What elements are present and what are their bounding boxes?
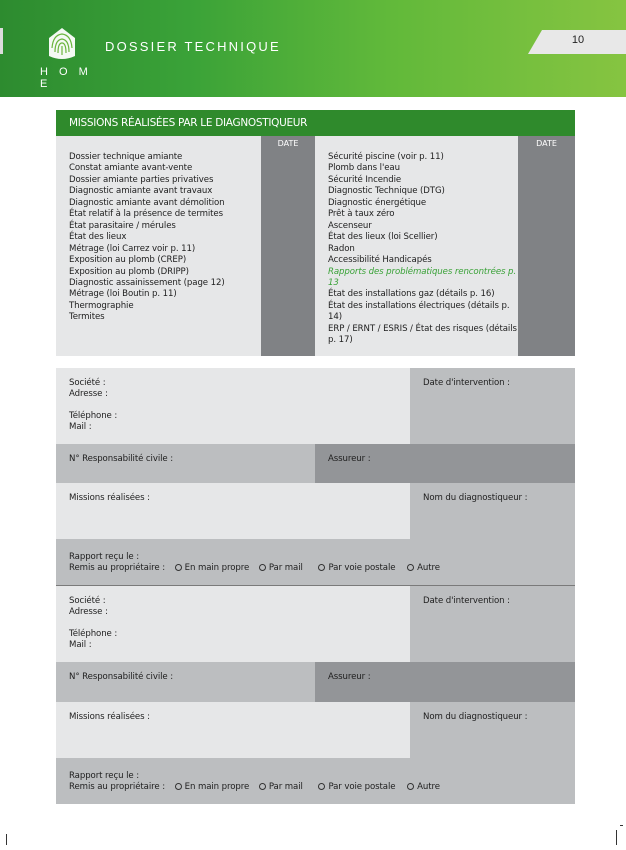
radio-circle-icon[interactable] bbox=[259, 564, 266, 571]
nom-diagnostiqueur-label: Nom du diagnostiqueur : bbox=[423, 493, 528, 503]
diagnostician-form-2 bbox=[56, 586, 575, 804]
date-intervention-label: Date d'intervention : bbox=[423, 378, 510, 388]
fingerprint-house-icon bbox=[47, 26, 77, 62]
mission-item: Sécurité piscine (voir p. 11) bbox=[328, 152, 444, 162]
responsabilite-cell[interactable] bbox=[56, 662, 315, 702]
radio-circle-icon[interactable] bbox=[318, 783, 325, 790]
mission-item: Diagnostic amiante avant démolition bbox=[69, 197, 225, 208]
radio-circle-icon[interactable] bbox=[318, 564, 325, 571]
date-intervention-label: Date d'intervention : bbox=[423, 596, 510, 606]
mission-item: Dossier technique amiante bbox=[69, 152, 183, 162]
mission-item: Constat amiante avant-vente bbox=[69, 163, 193, 174]
date-column-left bbox=[261, 136, 315, 356]
option-autre[interactable]: Autre bbox=[407, 563, 440, 574]
societe-label: Société : bbox=[69, 596, 106, 606]
mission-item: État des lieux bbox=[69, 232, 127, 243]
mission-item: État relatif à la présence de termites bbox=[69, 209, 223, 220]
mission-item: Radon bbox=[328, 243, 355, 254]
nom-diagnostiqueur-cell[interactable] bbox=[410, 483, 575, 539]
rapport-cell bbox=[56, 539, 575, 585]
option-autre[interactable]: Autre bbox=[407, 782, 440, 793]
option-voie-postale[interactable]: Par voie postale bbox=[318, 782, 395, 793]
mission-item: Sécurité Incendie bbox=[328, 174, 402, 185]
mail-label: Mail : bbox=[69, 422, 92, 432]
page-number: 10 bbox=[571, 34, 585, 46]
radio-circle-icon[interactable] bbox=[407, 564, 414, 571]
radio-circle-icon[interactable] bbox=[175, 564, 182, 571]
responsabilite-cell[interactable] bbox=[56, 444, 315, 483]
page-title: DOSSIER TECHNIQUE bbox=[105, 39, 281, 54]
missions-panel bbox=[56, 136, 575, 356]
company-info-cell[interactable] bbox=[56, 586, 410, 662]
mission-item: Thermographie bbox=[69, 300, 134, 311]
date-column-right bbox=[518, 136, 575, 356]
telephone-label: Téléphone : bbox=[69, 629, 118, 639]
option-par-mail[interactable]: Par mail bbox=[259, 782, 303, 793]
crop-mark-right bbox=[616, 830, 617, 845]
home-logo bbox=[40, 26, 100, 90]
date-label-left: DATE bbox=[277, 139, 299, 148]
option-main-propre[interactable]: En main propre bbox=[175, 563, 250, 574]
remis-row bbox=[69, 563, 575, 574]
mail-label: Mail : bbox=[69, 640, 92, 650]
adresse-label: Adresse : bbox=[69, 607, 108, 617]
assureur-cell[interactable] bbox=[315, 444, 575, 483]
assureur-label: Assureur : bbox=[328, 672, 371, 682]
rapport-recu-label: Rapport reçu le : bbox=[69, 552, 139, 562]
remis-label: Remis au propriétaire : bbox=[69, 782, 165, 792]
assureur-label: Assureur : bbox=[328, 454, 371, 464]
header-banner bbox=[0, 0, 626, 97]
nom-diagnostiqueur-cell[interactable] bbox=[410, 702, 575, 758]
mission-item: Termites bbox=[69, 312, 105, 323]
mission-item: État des installations gaz (détails p. 16) bbox=[328, 289, 495, 300]
diagnostician-form-1 bbox=[56, 368, 575, 585]
date-intervention-cell[interactable] bbox=[410, 586, 575, 662]
mission-item: Accessibilité Handicapés bbox=[328, 255, 432, 266]
societe-label: Société : bbox=[69, 378, 106, 388]
mission-item: Ascenseur bbox=[328, 220, 372, 231]
date-label-right: DATE bbox=[536, 139, 557, 148]
missions-heading: MISSIONS RÉALISÉES PAR LE DIAGNOSTIQUEUR bbox=[56, 110, 575, 136]
radio-circle-icon[interactable] bbox=[407, 783, 414, 790]
missions-realisees-cell[interactable] bbox=[56, 483, 410, 539]
responsabilite-label: N° Responsabilité civile : bbox=[69, 672, 174, 682]
mission-item: Diagnostic Technique (DTG) bbox=[328, 186, 445, 197]
mission-item: Exposition au plomb (CREP) bbox=[69, 255, 187, 266]
company-info-cell[interactable] bbox=[56, 368, 410, 444]
mission-item: Plomb dans l'eau bbox=[328, 163, 400, 174]
crop-mark-right-tick bbox=[620, 825, 623, 826]
radio-circle-icon[interactable] bbox=[175, 783, 182, 790]
adresse-label: Adresse : bbox=[69, 389, 108, 399]
mission-item: Diagnostic assainissement (page 12) bbox=[69, 277, 225, 288]
page-number-tab bbox=[528, 30, 626, 54]
missions-realisees-cell[interactable] bbox=[56, 702, 410, 758]
mission-item: Prêt à taux zéro bbox=[328, 209, 395, 220]
mission-item: Exposition au plomb (DRIPP) bbox=[69, 266, 189, 277]
missions-list-right bbox=[328, 152, 518, 347]
remis-row bbox=[69, 782, 575, 793]
rapport-cell bbox=[56, 758, 575, 804]
missions-list-left bbox=[69, 152, 261, 324]
option-voie-postale[interactable]: Par voie postale bbox=[318, 563, 395, 574]
mission-item: État parasitaire / mérules bbox=[69, 220, 176, 231]
mission-item: ERP / ERNT / ESRIS / État des risques (détails p. 17) bbox=[328, 323, 517, 346]
option-main-propre[interactable]: En main propre bbox=[175, 782, 250, 793]
mission-item: Métrage (loi Carrez voir p. 11) bbox=[69, 243, 196, 254]
assureur-cell[interactable] bbox=[315, 662, 575, 702]
mission-item: Diagnostic amiante avant travaux bbox=[69, 186, 213, 197]
radio-circle-icon[interactable] bbox=[259, 783, 266, 790]
missions-realisees-label: Missions réalisées : bbox=[69, 712, 150, 722]
option-par-mail[interactable]: Par mail bbox=[259, 563, 303, 574]
logo-text: H O M E bbox=[40, 66, 92, 90]
rapport-recu-label: Rapport reçu le : bbox=[69, 771, 139, 781]
header-edge-mark bbox=[0, 28, 3, 54]
mission-item: État des installations électriques (détails p. 14) bbox=[328, 300, 510, 323]
remis-label: Remis au propriétaire : bbox=[69, 563, 165, 573]
nom-diagnostiqueur-label: Nom du diagnostiqueur : bbox=[423, 712, 528, 722]
mission-item: Métrage (loi Boutin p. 11) bbox=[69, 289, 177, 300]
telephone-label: Téléphone : bbox=[69, 411, 118, 421]
date-intervention-cell[interactable] bbox=[410, 368, 575, 444]
mission-item: Diagnostic énergétique bbox=[328, 197, 427, 208]
mission-item: État des lieux (loi Scellier) bbox=[328, 232, 438, 243]
missions-realisees-label: Missions réalisées : bbox=[69, 493, 150, 503]
responsabilite-label: N° Responsabilité civile : bbox=[69, 454, 174, 464]
mission-item-highlight: Rapports des problématiques rencontrées p. 13 bbox=[328, 266, 517, 288]
crop-mark-left bbox=[6, 834, 7, 845]
mission-item: Dossier amiante parties privatives bbox=[69, 174, 214, 185]
